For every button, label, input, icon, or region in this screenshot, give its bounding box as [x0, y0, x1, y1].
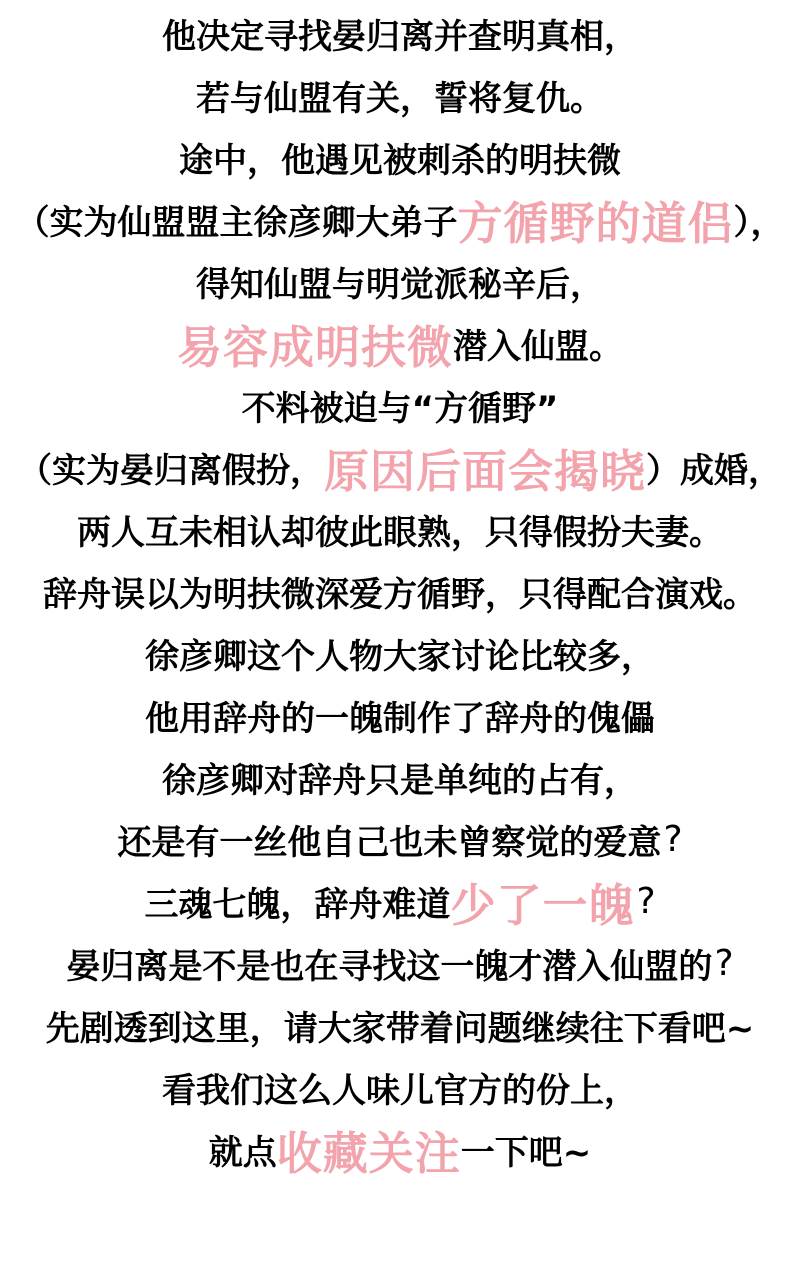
- line-text: 他用辞舟的一魄制作了辞舟的傀儡: [145, 698, 655, 739]
- text-line: [0, 126, 800, 188]
- question-mark: ?: [663, 818, 683, 860]
- text-line: [0, 64, 800, 126]
- line-text: ），: [733, 202, 785, 243]
- line-text: 看我们这么人味儿官方的份上，: [162, 1070, 638, 1111]
- text-line: [0, 560, 800, 622]
- line-text: 潜入仙盟。: [453, 326, 623, 367]
- line-text: 若与仙盟有关，誓将复仇。: [196, 78, 604, 119]
- line-text: 他决定寻找晏归离并查明真相，: [162, 16, 638, 57]
- text-line: [0, 622, 800, 684]
- line-text: 一下吧~: [460, 1132, 592, 1173]
- line-text: 不料被迫与“方循野”: [241, 388, 559, 429]
- text-line: [0, 746, 800, 808]
- line-text: （实为仙盟盟主徐彦卿大弟子: [15, 202, 458, 243]
- highlight-text: 原因后面会揭晓: [323, 444, 646, 498]
- text-line: [0, 188, 800, 250]
- text-line: [0, 808, 800, 870]
- text-line: [0, 1118, 800, 1180]
- question-mark: ?: [714, 942, 734, 984]
- question-mark: ?: [636, 880, 656, 922]
- line-text: 徐彦卿对辞舟只是单纯的占有，: [162, 760, 638, 801]
- line-text: 还是有一丝他自己也未曾察觉的爱意: [117, 822, 662, 863]
- line-text: 两人互未相认却彼此眼熟，只得假扮夫妻。: [77, 512, 723, 553]
- highlight-text: 方循野的道侣: [457, 196, 734, 250]
- line-text: 得知仙盟与明觉派秘辛后，: [196, 264, 604, 305]
- text-line: [0, 684, 800, 746]
- text-line: [0, 498, 800, 560]
- line-text: 就点: [208, 1132, 277, 1173]
- text-line: [0, 1056, 800, 1118]
- line-text: 途中，他遇见被刺杀的明扶微: [179, 140, 621, 181]
- line-text: 辞舟误以为明扶微深爱方循野，只得配合演戏。: [43, 574, 757, 615]
- text-line: [0, 994, 800, 1056]
- text-line: [0, 374, 800, 436]
- line-text: 先剧透到这里，请大家带着问题继续往下看吧~: [45, 1008, 755, 1049]
- line-text: 晏归离是不是也在寻找这一魄才潜入仙盟的: [66, 946, 713, 987]
- text-line: [0, 2, 800, 64]
- line-text: 三魂七魄，辞舟难道: [144, 884, 451, 925]
- highlight-text: 少了一魄: [450, 878, 635, 932]
- text-line: [0, 250, 800, 312]
- line-text: 徐彦卿这个人物大家讨论比较多，: [145, 636, 655, 677]
- text-line: [0, 870, 800, 932]
- text-line: [0, 312, 800, 374]
- highlight-text: 易容成明扶微: [176, 320, 453, 374]
- line-text: ）成婚，: [646, 450, 782, 491]
- highlight-text: 收藏关注: [276, 1126, 461, 1180]
- text-line: [0, 436, 800, 498]
- line-text: （实为晏归离假扮，: [17, 450, 324, 491]
- text-line: [0, 932, 800, 994]
